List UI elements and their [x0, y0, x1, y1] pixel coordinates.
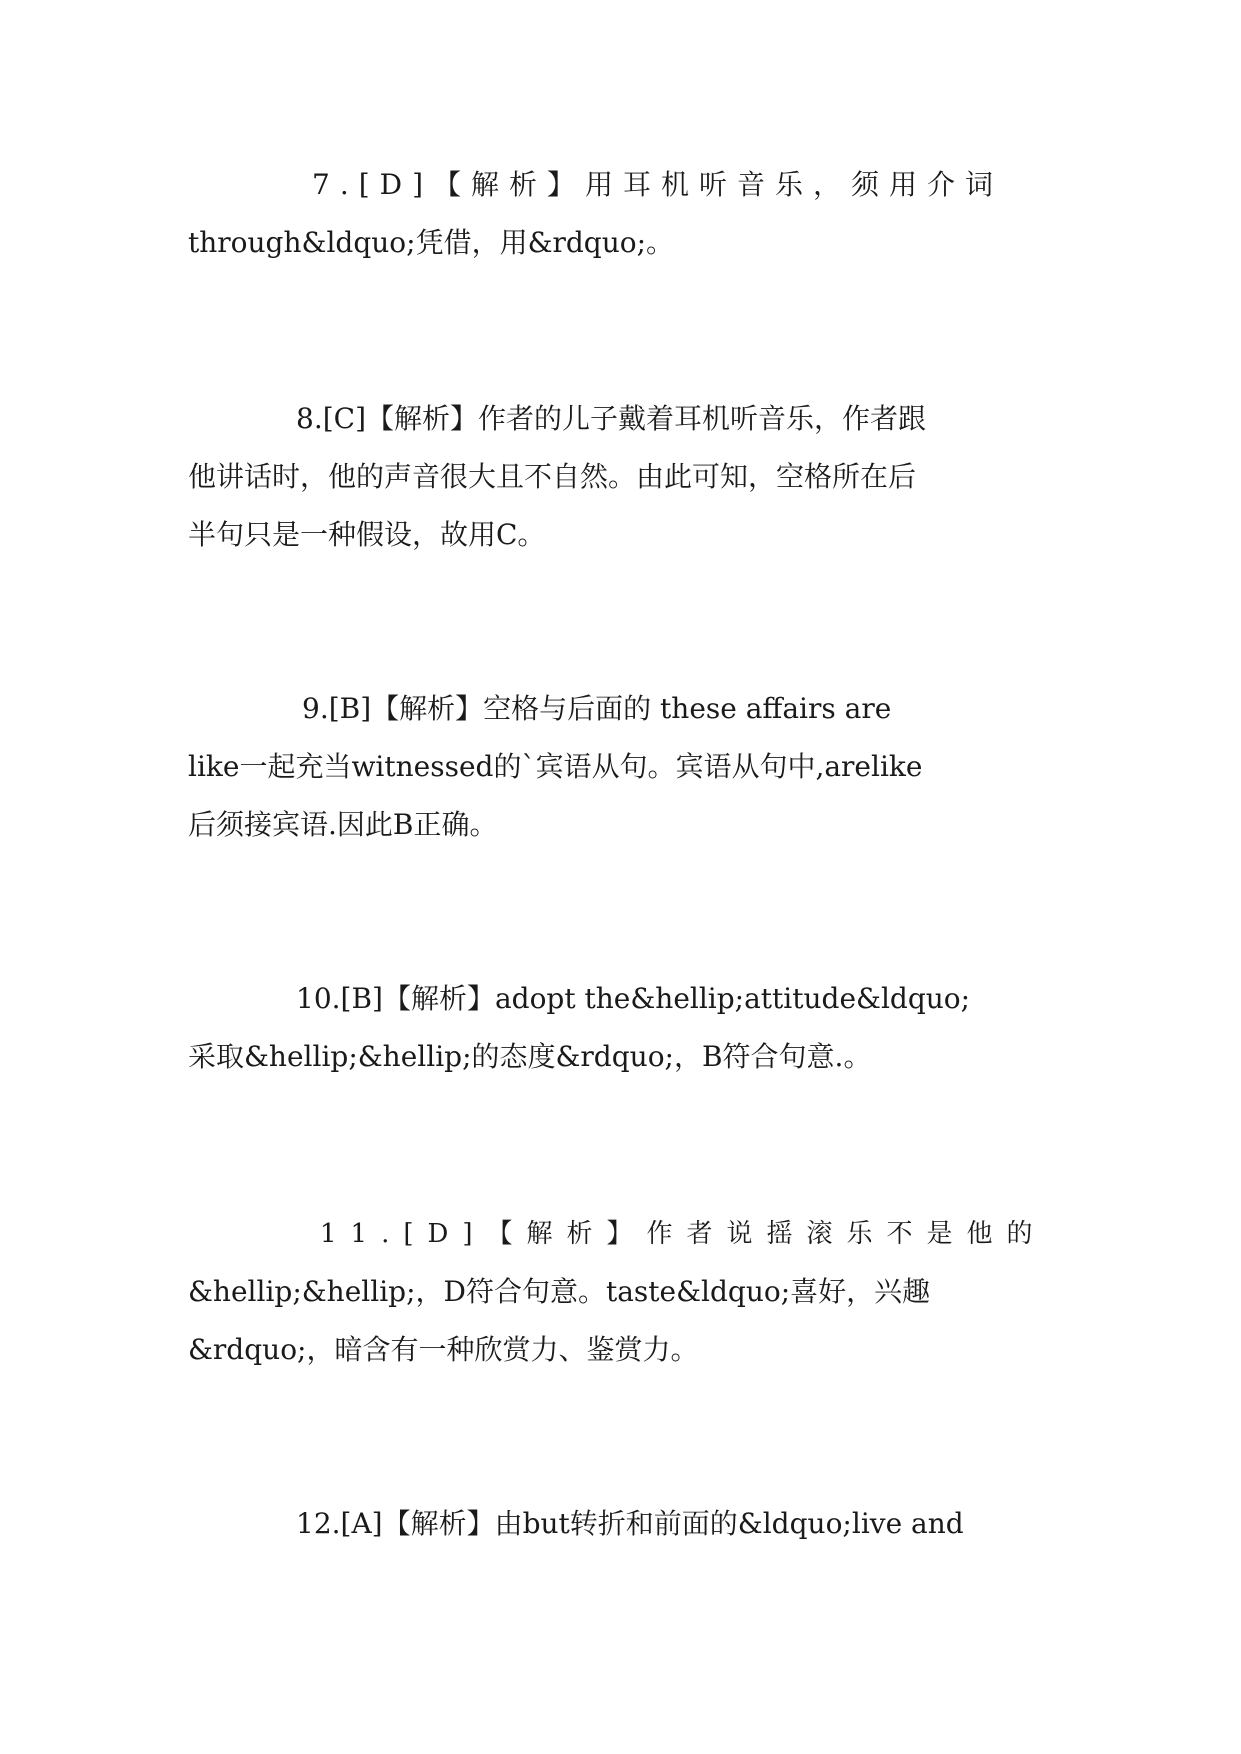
paragraph-line: 12.[A]【解析】由but转折和前面的&ldquo;live and — [296, 1507, 964, 1540]
paragraph-line: 半句只是一种假设，故用C。 — [188, 518, 546, 551]
paragraph-line: &rdquo;，暗含有一种欣赏力、鉴赏力。 — [188, 1333, 699, 1366]
paragraph-line: 11.[D]【解析】作者说摇滚乐不是他的 — [320, 1219, 1047, 1249]
answer-paragraph-11 — [188, 1205, 1050, 1379]
paragraph-line: 7.[D]【解析】用耳机听音乐，须用介词 — [312, 168, 1004, 201]
paragraph-line: through&ldquo;凭借，用&rdquo;。 — [188, 226, 675, 259]
paragraph-line: 9.[B]【解析】空格与后面的 these affairs are — [302, 692, 892, 725]
answer-paragraph-12 — [188, 1495, 1050, 1553]
answer-paragraph-9 — [188, 680, 1050, 854]
paragraph-line: 后须接宾语.因此B正确。 — [188, 808, 498, 841]
paragraph-line: 8.[C]【解析】作者的儿子戴着耳机听音乐，作者跟 — [296, 402, 926, 435]
paragraph-line: 10.[B]【解析】adopt the&hellip;attitude&ldquo; — [296, 982, 971, 1015]
answer-paragraph-8 — [188, 390, 1050, 564]
paragraph-line: 采取&hellip;&hellip;的态度&rdquo;，B符合句意.。 — [188, 1040, 872, 1073]
answer-paragraph-7 — [188, 156, 1050, 272]
paragraph-line: 他讲话时，他的声音很大且不自然。由此可知，空格所在后 — [188, 460, 917, 493]
paragraph-line: &hellip;&hellip;，D符合句意。taste&ldquo;喜好，兴趣 — [188, 1275, 931, 1308]
paragraph-line: like一起充当witnessed的`宾语从句。宾语从句中,arelike — [188, 750, 923, 783]
answer-paragraph-10 — [188, 970, 1050, 1086]
